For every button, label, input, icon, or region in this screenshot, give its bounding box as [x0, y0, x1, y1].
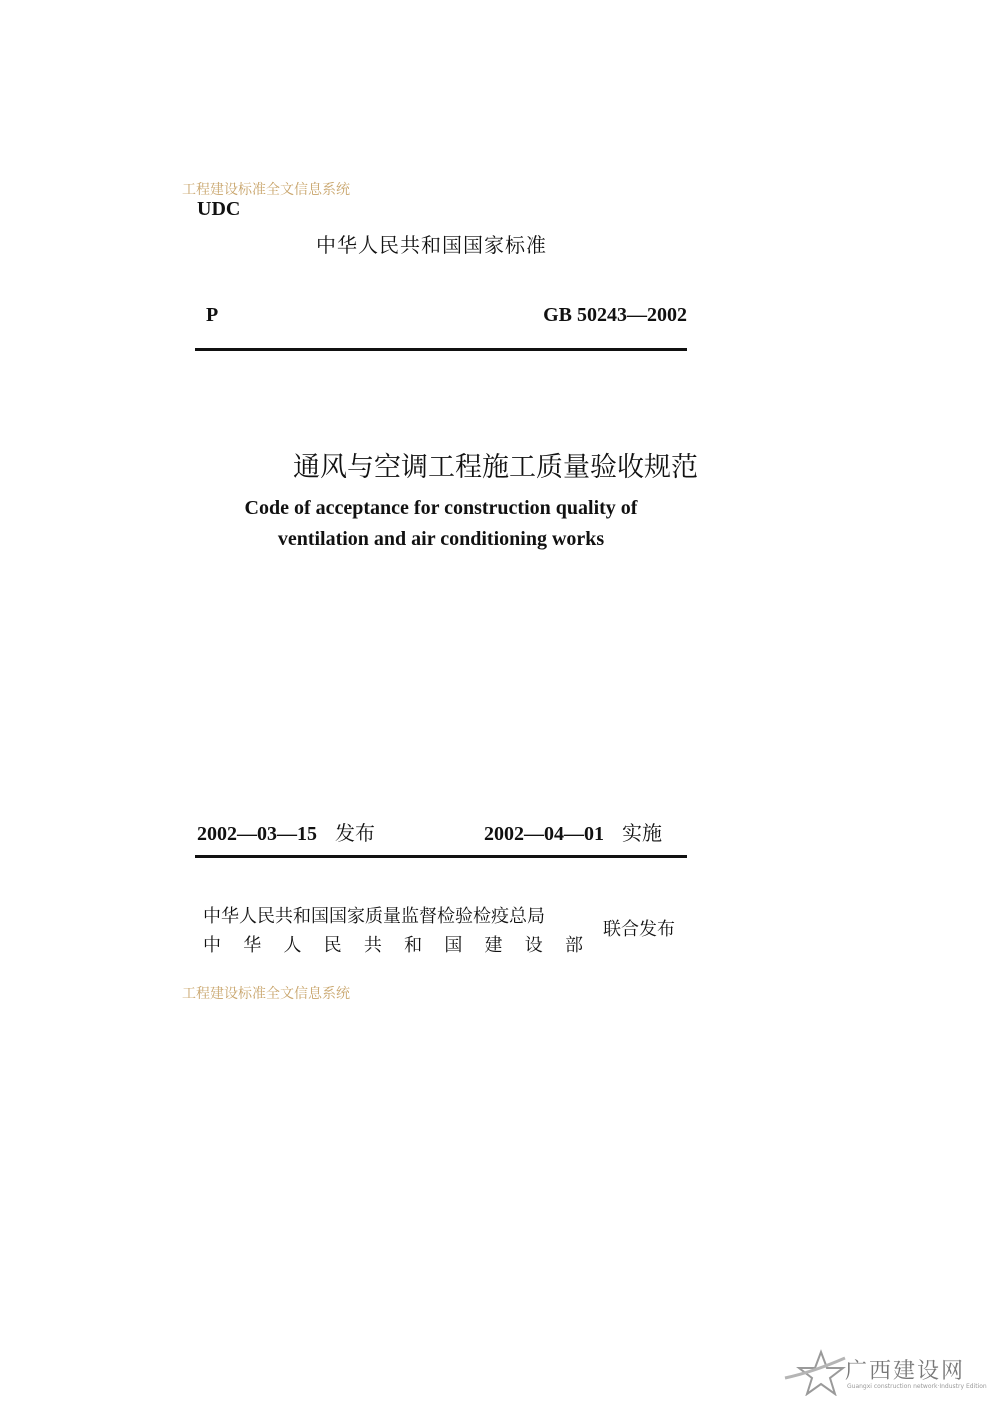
- top-divider: [195, 348, 687, 351]
- issuer-char: 国: [444, 935, 463, 956]
- issuer-aqsiq: 中华人民共和国国家质量监督检验检疫总局: [203, 906, 545, 927]
- issue-date-block: [197, 817, 375, 846]
- effective-date-block: [484, 817, 662, 846]
- joint-issue-label: 联合发布: [603, 919, 675, 940]
- issuer-char: 部: [564, 935, 583, 956]
- national-standard-heading: 中华人民共和国国家标准: [316, 233, 547, 257]
- issuer-char: 和: [404, 935, 423, 956]
- issue-label: 发布: [335, 821, 375, 845]
- issuer-char: 建: [484, 935, 503, 956]
- logo-name: 广西建设网: [845, 1359, 966, 1384]
- title-english-line1: Code of acceptance for construction quality of: [244, 497, 638, 519]
- effective-label: 实施: [622, 821, 662, 845]
- effective-date: 2002—04—01: [484, 823, 604, 845]
- title-english-line2: ventilation and air conditioning works: [277, 528, 605, 550]
- issuer-char: 民: [323, 935, 342, 956]
- udc-label: UDC: [197, 198, 241, 220]
- issue-date: 2002—03—15: [197, 823, 317, 845]
- title-chinese: 通风与空调工程施工质量验收规范: [293, 452, 698, 483]
- logo-subtitle: Guangxi construction network·Industry Edition: [847, 1383, 987, 1390]
- issuer-char: 设: [524, 935, 543, 956]
- watermark-top: 工程建设标准全文信息系统: [182, 182, 350, 198]
- standard-code: GB 50243—2002: [543, 304, 687, 326]
- issuer-ministry: [203, 931, 583, 957]
- issuer-char: 中: [203, 935, 221, 956]
- category-code: P: [206, 304, 219, 326]
- bottom-divider: [195, 855, 687, 858]
- issuer-char: 共: [363, 935, 382, 956]
- issuer-char: 人: [283, 935, 302, 956]
- watermark-bottom: 工程建设标准全文信息系统: [182, 986, 350, 1002]
- issuer-char: 华: [243, 935, 262, 956]
